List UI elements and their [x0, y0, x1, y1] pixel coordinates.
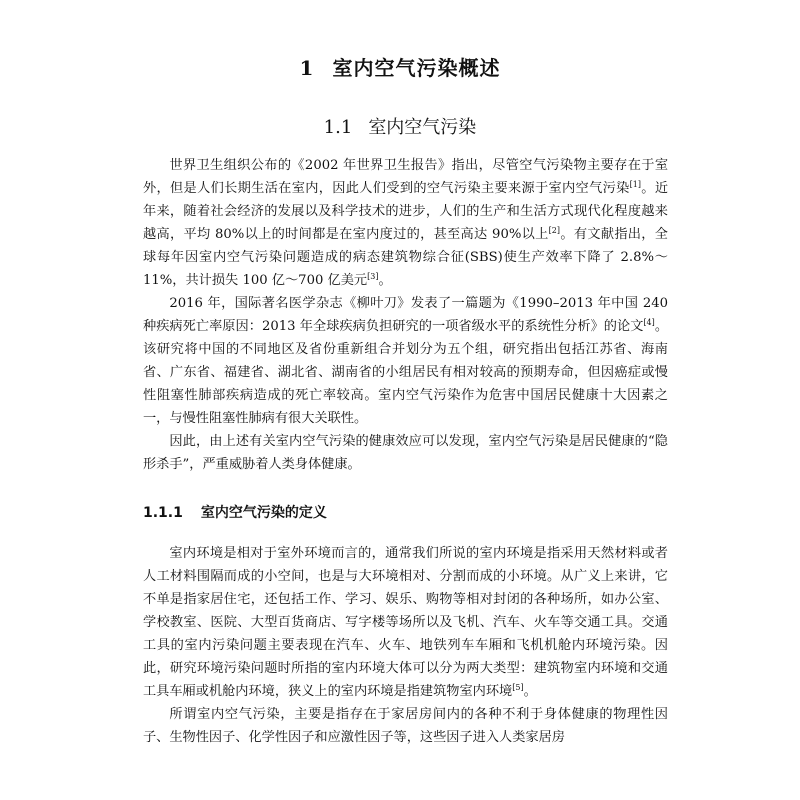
subsection-title-text: 室内空气污染的定义: [200, 505, 327, 521]
subsection-number: 1.1.1: [143, 505, 183, 521]
citation-ref: [2]: [548, 226, 561, 235]
paragraph-text: 所谓室内空气污染，主要是指存在于家居房间内的各种不利于身体健康的物理性因子、生物性因子、化学性因子和应激性因子等，这些因子进入人类家居房: [143, 707, 668, 745]
paragraph-text: 因此，由上述有关室内空气污染的健康效应可以发现，室内空气污染是居民健康的“隐形杀手”，严重威胁着人类身体健康。: [143, 434, 668, 472]
subsection-body: [143, 542, 668, 749]
section-number: 1.1: [323, 117, 353, 138]
paragraph-text: 2016 年，国际著名医学杂志《柳叶刀》发表了一篇题为《1990–2013 年中国 240 种疾病死亡率原因：2013 年全球疾病负担研究的一项省级水平的系统性分析》的论文: [143, 296, 668, 334]
citation-ref: [1]: [629, 180, 641, 189]
citation-ref: [4]: [643, 318, 655, 327]
section-title: [0, 113, 800, 139]
paragraph-text: 世界卫生组织公布的《2002 年世界卫生报告》指出，尽管空气污染物主要存在于室外，但是人们长期生活在室内，因此人们受到的空气污染主要来源于室内空气污染: [143, 158, 668, 196]
citation-ref: [3]: [367, 272, 379, 281]
paragraph-text: 。近年来，随着社会经济的发展以及科学技术的进步，人们的生产和生活方式现代化程度越来越高，平均 80%以上的时间都是在室内度过的，甚至高达 90%以上: [143, 181, 669, 242]
paragraph: [143, 430, 668, 476]
paragraph: [143, 703, 668, 749]
paragraph-text: 。该研究将中国的不同地区及省份重新组合并划分为五个组，研究指出包括江苏省、海南省、广东省、福建省、湖北省、湖南省的小组居民有相对较高的预期寿命，但因癌症或慢性阻塞性肺部疾病造成的死亡率较高。室内空气污染作为危害中国居民健康十大因素之一，与慢性阻塞性肺病有很大关联性。: [143, 319, 668, 426]
section-title-text: 室内空气污染: [368, 117, 477, 138]
subsection-title: [143, 502, 327, 522]
chapter-number: 1: [299, 56, 315, 80]
section-body: [143, 154, 668, 476]
citation-ref: [5]: [512, 683, 524, 692]
paragraph: [143, 292, 668, 430]
paragraph: [143, 154, 668, 292]
chapter-title: [0, 52, 800, 81]
paragraph-text: 。有文献指出，全球每年因室内空气污染问题造成的病态建筑物综合征(SBS)使生产效率下降了 2.8%～11%，共计损失 100 亿～700 亿美元: [143, 227, 668, 288]
chapter-title-text: 室内空气污染概述: [332, 56, 501, 80]
paragraph-text: 。: [523, 684, 537, 699]
paragraph-text: 。: [378, 273, 392, 288]
paragraph-text: 室内环境是相对于室外环境而言的，通常我们所说的室内环境是指采用天然材料或者人工材料围隔而成的小空间，也是与大环境相对、分割而成的小环境。从广义上来讲，它不单是指家居住宅，还包括工作、学习、娱乐、购物等相对封闭的各种场所，如办公室、学校教室、医院、大型百货商店、写字楼等场所以及飞机、汽车、火车等交通工具。交通工具的室内污染问题主要表现在汽车、火车、地铁列车车厢和飞机机舱内环境污染。因此，研究环境污染问题时所指的室内环境大体可以分为两大类型：建筑物室内环境和交通工具车厢或机舱内环境，狭义上的室内环境是指建筑物室内环境: [143, 546, 668, 699]
paragraph: [143, 542, 668, 703]
